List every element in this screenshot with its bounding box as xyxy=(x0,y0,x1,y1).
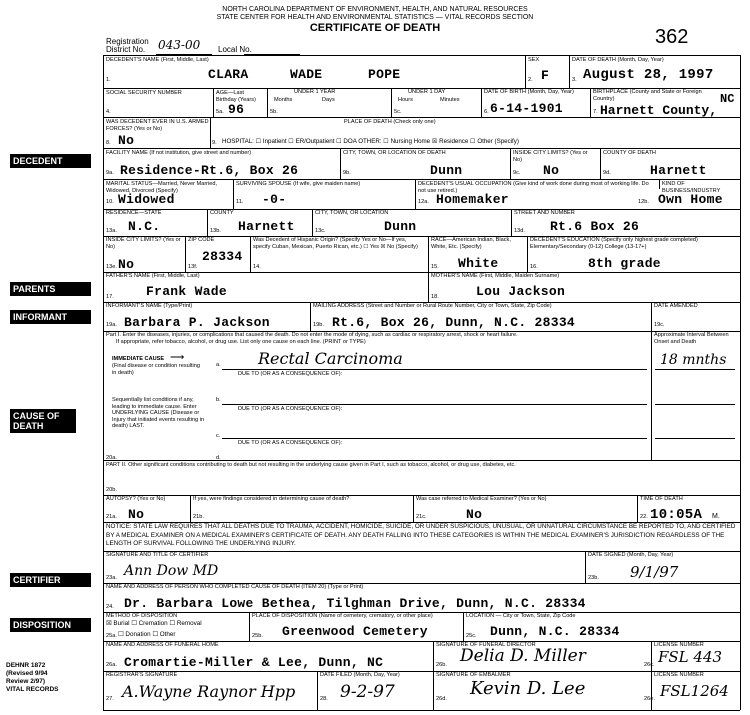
label-funeral-director: SIGNATURE OF FUNERAL DIRECTOR xyxy=(436,642,536,648)
value-inside-city: No xyxy=(543,163,560,178)
value-date-filed: 9-2-97 xyxy=(340,682,395,702)
label-autopsy: AUTOPSY? (Yes or No) xyxy=(106,496,166,502)
label-date-of-birth: DATE OF BIRTH (Month, Day, Year) xyxy=(484,89,574,95)
label-date-filed: DATE FILED (Month, Day, Year) xyxy=(320,672,400,678)
item-2: 2. xyxy=(528,77,533,83)
value-time-of-death: 10:05A xyxy=(650,507,703,523)
label-date-of-death: DATE OF DEATH (Month, Day, Year) xyxy=(572,57,664,63)
value-county-of-death: Harnett xyxy=(650,163,707,178)
value-birthplace-county: Harnett County, xyxy=(600,103,718,118)
value-facility: Residence-Rt.6, Box 26 xyxy=(120,163,299,178)
label-race: RACE—American Indian, Black, White, Etc. (Specify) xyxy=(431,237,511,250)
item-6: 6. xyxy=(484,109,489,115)
value-education: 8th grade xyxy=(588,256,661,271)
section-informant: INFORMANT xyxy=(10,310,91,324)
value-industry: Own Home xyxy=(658,192,723,207)
label-embalmer: SIGNATURE OF EMBALMER xyxy=(436,672,511,678)
label-informant: INFORMANT'S NAME (Type/Print) xyxy=(106,303,193,309)
label-place-of-death: PLACE OF DEATH (Check only one) xyxy=(344,119,436,125)
value-license-number: FSL 443 xyxy=(658,648,723,666)
district-value: 043-00 xyxy=(158,38,201,52)
label-date-signed: DATE SIGNED (Month, Day, Year) xyxy=(588,552,674,558)
item-13f: 13f. xyxy=(188,264,198,270)
section-disposition: DISPOSITION xyxy=(10,618,91,632)
item-26c: 26c. xyxy=(644,662,655,668)
value-license-number-2: FSL1264 xyxy=(660,682,729,700)
label-due-to-b: DUE TO (OR AS A CONSEQUENCE OF): xyxy=(238,406,343,412)
label-education: DECEDENT'S EDUCATION (Specify only highest grade completed) Elementary/Secondary (0-12) College (13-17+) xyxy=(530,237,698,250)
section-cause-of-death: CAUSE OF DEATH xyxy=(10,409,76,433)
label-immediate-sub: (Final disease or condition resulting in death) xyxy=(112,363,200,376)
item-13d: 13d. xyxy=(514,228,525,234)
label-months: Months xyxy=(274,97,293,103)
section-decedent: DECEDENT xyxy=(10,154,91,168)
label-method-of-disposition: METHOD OF DISPOSITION xyxy=(106,613,178,619)
value-funeral-director-signature: Delia D. Miller xyxy=(460,646,586,666)
label-name: DECEDENT'S NAME (First, Middle, Last) xyxy=(106,57,209,63)
item-10: 10. xyxy=(106,199,114,205)
label-medical-examiner: Was case referred to Medical Examiner? (Yes or No) xyxy=(416,496,547,502)
label-mailing-address: MAILING ADDRESS (Street and Number or Rural Route Number, City or Town, State, Zip Code) xyxy=(313,303,552,309)
item-9b: 9b. xyxy=(343,170,351,176)
item-25b: 25b. xyxy=(252,633,263,639)
label-registrar: REGISTRAR'S SIGNATURE xyxy=(106,672,178,678)
value-occupation: Homemaker xyxy=(436,192,509,207)
value-mother: Lou Jackson xyxy=(476,284,566,299)
label-marital-status: MARITAL STATUS—Married, Never Married, Widowed, Divorced (Specify) xyxy=(106,181,218,194)
item-5b: 5b. xyxy=(270,109,278,115)
label-zip: ZIP CODE xyxy=(188,237,215,243)
registration-label: Registration xyxy=(106,37,149,46)
item-21a: 21a. xyxy=(106,514,117,520)
value-city-of-death: Dunn xyxy=(430,163,463,178)
label-city-of-death: CITY, TOWN, OR LOCATION OF DEATH xyxy=(343,150,446,156)
item-25a: 25a. xyxy=(106,633,117,639)
label-inside-city-2: INSIDE CITY LIMITS? (Yes or No) xyxy=(106,237,181,250)
local-label: Local No. xyxy=(218,45,252,54)
label-due-to-a: DUE TO (OR AS A CONSEQUENCE OF): xyxy=(238,371,343,377)
value-age: 96 xyxy=(228,102,245,117)
value-time-suffix: M. xyxy=(712,513,720,520)
item-24: 24. xyxy=(106,604,114,610)
item-16: 16. xyxy=(530,264,538,270)
value-embalmer-signature: Kevin D. Lee xyxy=(470,678,586,699)
item-13c: 13c. xyxy=(315,228,326,234)
item-8: 8. xyxy=(106,140,111,146)
district-label: District No. xyxy=(106,45,146,54)
item-9: 9. xyxy=(212,140,217,146)
method-options-1: ☒ Burial ☐ Cremation ☐ Removal xyxy=(106,620,202,627)
item-12b: 12b. xyxy=(638,199,649,205)
label-license-number: LICENSE NUMBER xyxy=(654,642,704,648)
item-13e: 13e. xyxy=(106,264,117,270)
item-15: 15. xyxy=(431,264,439,270)
item-5a: 5a. xyxy=(216,109,224,115)
label-place-of-disposition: PLACE OF DISPOSITION (Name of cemetery, crematory, or other place) xyxy=(252,613,433,619)
item-23b: 23b. xyxy=(588,575,599,581)
value-residence-state: N.C. xyxy=(128,219,161,234)
form-title: CERTIFICATE OF DEATH xyxy=(309,22,441,34)
item-letter-a: a. xyxy=(216,362,221,368)
item-21c: 21c. xyxy=(416,514,427,520)
label-under-1-day: UNDER 1 DAY xyxy=(408,89,446,95)
label-location: LOCATION — City or Town, State, Zip Code xyxy=(466,613,576,619)
label-county-of-death: COUNTY OF DEATH xyxy=(603,150,656,156)
value-zip: 28334 xyxy=(202,249,243,264)
item-letter-c: c. xyxy=(216,433,221,439)
item-letter-d: d. xyxy=(216,455,221,461)
value-interval-a: 18 mnths xyxy=(660,352,727,368)
value-cause-a: Rectal Carcinoma xyxy=(258,349,403,368)
item-27: 27. xyxy=(106,696,114,702)
label-residence-city: CITY, TOWN, OR LOCATION xyxy=(315,210,389,216)
value-date-of-death: August 28, 1997 xyxy=(583,67,714,83)
label-age: AGE—Last Birthday (Years) xyxy=(216,90,256,103)
value-place-of-disposition: Greenwood Cemetery xyxy=(282,624,428,639)
label-industry: KIND OF BUSINESS/INDUSTRY xyxy=(662,181,721,194)
item-11: 11. xyxy=(236,199,244,205)
value-informant: Barbara P. Jackson xyxy=(124,315,270,330)
label-inside-city: INSIDE CITY LIMITS? (Yes or No) xyxy=(513,150,588,163)
value-mailing-address: Rt.6, Box 26, Dunn, N.C. 28334 xyxy=(332,315,576,330)
value-date-signed: 9/1/97 xyxy=(630,563,679,581)
label-surviving-spouse: SURVIVING SPOUSE (If wife, give maiden name) xyxy=(236,181,361,187)
label-street: STREET AND NUMBER xyxy=(514,210,575,216)
label-certifier-signature: SIGNATURE AND TITLE OF CERTIFIER xyxy=(106,552,209,558)
label-hispanic-origin: Was Decedent of Hispanic Origin? (Specify Yes or No—If yes, specify Cuban, Mexican, Puerto Rican, etc.) ☐ Yes ☒ No (Specify) xyxy=(253,237,418,250)
label-residence-state: RESIDENCE—STATE xyxy=(106,210,162,216)
item-7: 7. xyxy=(593,109,598,115)
label-father: FATHER'S NAME (First, Middle, Last) xyxy=(106,273,200,279)
item-14: 14. xyxy=(253,264,261,270)
value-medical-examiner: No xyxy=(466,507,483,522)
value-birthplace-state: NC xyxy=(720,92,735,106)
form-info: DEHNR 1872 (Revised 9/94 Review 2/97) VITAL RECORDS xyxy=(6,662,59,693)
item-9c: 9c. xyxy=(513,170,521,176)
label-date-amended: DATE AMENDED xyxy=(654,303,698,309)
item-1: 1. xyxy=(106,77,111,83)
item-22: 22. xyxy=(640,514,648,520)
value-residence-county: Harnett xyxy=(238,219,295,234)
item-9a: 9a. xyxy=(106,170,114,176)
arrow-icon: ⟶ xyxy=(170,352,185,363)
center-name: STATE CENTER FOR HEALTH AND ENVIRONMENTAL STATISTICS — VITAL RECORDS SECTION xyxy=(216,14,534,21)
label-immediate-cause: IMMEDIATE CAUSE xyxy=(112,356,165,362)
item-18: 18. xyxy=(431,294,439,300)
value-residence-city: Dunn xyxy=(384,219,417,234)
label-sequential: Sequentially list conditions if any, leading to immediate cause. Enter UNDERLYING CAUSE (Disease or Injury that initiated events resulting in death) LAST. xyxy=(112,397,205,429)
value-middle-name: WADE xyxy=(290,67,323,82)
item-20b: 20b. xyxy=(106,487,117,493)
label-time-of-death: TIME OF DEATH xyxy=(640,496,683,502)
item-21b: 21b. xyxy=(193,514,204,520)
value-autopsy: No xyxy=(128,507,145,522)
value-first-name: CLARA xyxy=(208,67,249,82)
item-letter-b: b. xyxy=(216,397,221,403)
label-residence-county: COUNTY xyxy=(210,210,234,216)
value-inside-city-2: No xyxy=(118,257,135,272)
label-hours: Hours xyxy=(398,97,413,103)
value-father: Frank Wade xyxy=(146,284,228,299)
value-last-name: POPE xyxy=(368,67,401,82)
item-19a: 19a. xyxy=(106,322,117,328)
section-certifier: CERTIFIER xyxy=(10,573,91,587)
item-26e: 26e. xyxy=(644,696,655,702)
item-26d: 26d. xyxy=(436,696,447,702)
item-19c: 19c. xyxy=(654,322,665,328)
item-26b: 26b. xyxy=(436,662,447,668)
label-ssn: SOCIAL SECURITY NUMBER xyxy=(106,90,182,96)
notice-text: NOTICE: STATE LAW REQUIRES THAT ALL DEATHS DUE TO TRAUMA, ACCIDENT, HOMICIDE, SUICIDE, OR UNDER SUSPICIOUS, UNUSUAL, OR UNNATURAL CIRCUMSTANCE BE REPORTED TO, AND CERTIFIED BY A MEDICAL EXAMINER ON A MEDICAL EXAMINER'S CERTIFICATE OF DEATH. ANY DEATH FALLING INTO THESE CATEGORIES IS WITHIN THE MEDICAL EXAMINER'S JURISDICTION REGARDLESS OF THE LENGTH OF SURVIVAL FOLLOWING THE UNDERLYING INJURY. xyxy=(106,523,736,547)
value-disposition-location: Dunn, N.C. 28334 xyxy=(490,624,620,639)
label-minutes: Minutes xyxy=(440,97,460,103)
label-findings: If yes, were findings considered in determining cause of death? xyxy=(193,496,350,502)
method-options-2: ☐ Donation ☐ Other xyxy=(118,631,176,638)
item-20a: 20a. xyxy=(106,455,117,461)
label-part-1-instructions: If appropriate, refer tobacco, alcohol, or drug use. List only one cause on each line. (PRINT or TYPE) xyxy=(116,339,366,345)
label-sex: SEX xyxy=(528,57,540,63)
item-26a: 26a. xyxy=(106,662,117,668)
label-facility: FACILITY NAME (If not institution, give street and number) xyxy=(106,150,252,156)
label-occupation: DECEDENT'S USUAL OCCUPATION (Give kind of work done during most of working life. Do not use retired.) xyxy=(418,181,649,194)
value-sex: F xyxy=(541,68,550,83)
label-interval: Approximate Interval Between Onset and Death xyxy=(654,332,729,345)
label-license-number-2: LICENSE NUMBER xyxy=(654,672,704,678)
label-armed-forces: WAS DECEDENT EVER IN U.S. ARMED FORCES? (Yes or No) xyxy=(106,119,209,132)
section-parents: PARENTS xyxy=(10,282,91,296)
item-13a: 13a. xyxy=(106,228,117,234)
item-25c: 25c. xyxy=(466,633,477,639)
value-armed-forces: No xyxy=(118,133,135,148)
item-17: 17. xyxy=(106,294,114,300)
label-part-1: Part I. Enter the diseases, injuries, or complications that caused the death. Do not enter the mode of dying, such as cardiac or respiratory arrest, shock or heart failure. xyxy=(106,332,518,338)
dept-name: NORTH CAROLINA DEPARTMENT OF ENVIRONMENT, HEALTH, AND NATURAL RESOURCES xyxy=(222,6,528,13)
item-23a: 23a. xyxy=(106,575,117,581)
label-certifier-name: NAME AND ADDRESS OF PERSON WHO COMPLETED CAUSE OF DEATH (ITEM 20) (Type or Print) xyxy=(106,584,364,590)
item-5c: 5c. xyxy=(394,109,402,115)
value-certifier-signature: Ann Dow MD xyxy=(124,563,219,579)
item-12a: 12a. xyxy=(418,199,429,205)
item-3: 3. xyxy=(572,77,577,83)
value-certifier-name: Dr. Barbara Lowe Bethea, Tilghman Drive, Dunn, N.C. 28334 xyxy=(124,596,586,611)
item-13b: 13b. xyxy=(210,228,221,234)
value-registrar-signature: A.Wayne Raynor Hpp xyxy=(122,682,296,701)
place-of-death-options: HOSPITAL: ☐ Inpatient ☐ ER/Outpatient ☐ DOA OTHER: ☐ Nursing Home ☒ Residence ☐ Other (Specify) xyxy=(222,138,519,145)
item-9d: 9d. xyxy=(603,170,611,176)
label-under-1-year: UNDER 1 YEAR xyxy=(294,89,336,95)
label-part-2: PART II. Other significant conditions contributing to death but not resulting in the underlying cause given in Part I, such as tobacco, alcohol, or drug use, diabetes, etc. xyxy=(106,462,516,468)
label-birthplace: BIRTHPLACE (County and State or Foreign Country) xyxy=(593,89,702,102)
value-race: White xyxy=(458,256,499,271)
label-mother: MOTHER'S NAME (First, Middle, Maiden Surname) xyxy=(431,273,560,279)
item-28: 28. xyxy=(320,696,328,702)
label-days: Days xyxy=(322,97,335,103)
certificate-number: 362 xyxy=(655,26,689,48)
item-4: 4. xyxy=(106,109,111,115)
value-date-of-birth: 6-14-1901 xyxy=(490,101,563,116)
value-surviving-spouse: -0- xyxy=(262,192,287,207)
value-marital-status: Widowed xyxy=(118,192,175,207)
item-19b: 19b. xyxy=(313,322,324,328)
value-street: Rt.6 Box 26 xyxy=(550,219,640,234)
label-due-to-c: DUE TO (OR AS A CONSEQUENCE OF): xyxy=(238,440,343,446)
value-funeral-home: Cromartie-Miller & Lee, Dunn, NC xyxy=(124,655,384,670)
label-funeral-home: NAME AND ADDRESS OF FUNERAL HOME xyxy=(106,642,219,648)
